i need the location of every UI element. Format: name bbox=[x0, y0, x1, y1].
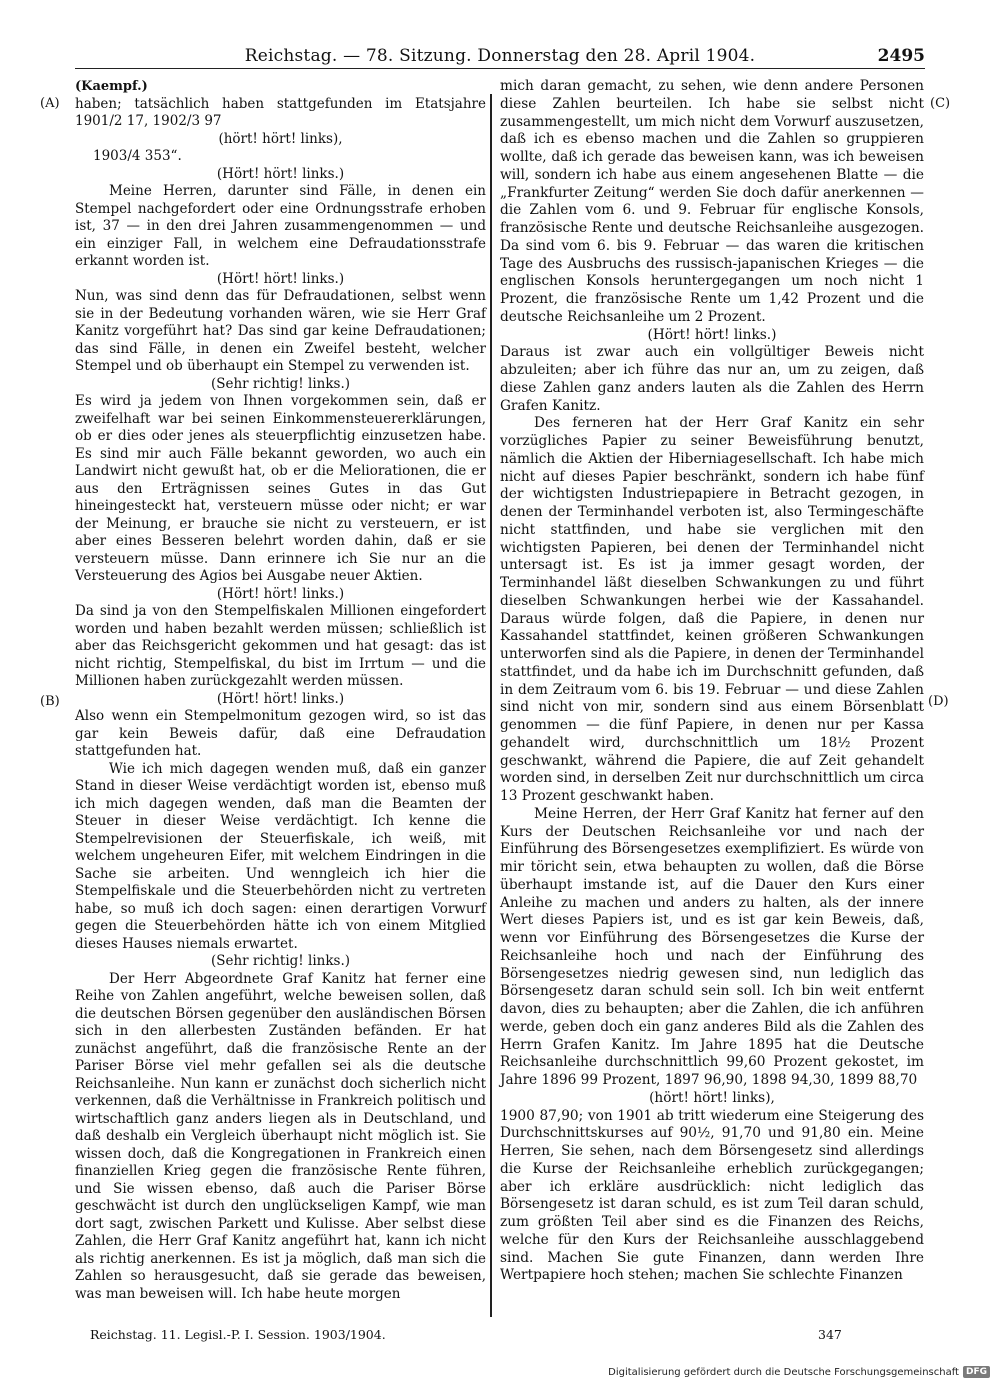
paragraph: Also wenn ein Stempelmonitum gezogen wird, so ist das gar kein Beweis dafür, daß eine Defraudation stattgefunden hat. bbox=[75, 708, 486, 759]
paragraph: mich daran gemacht, zu sehen, wie denn andere Personen diese Zahlen beurteilen. Ich habe sie selbst nicht zusammengestellt, um mich nicht dem Vorwurf auszusetzen, daß ich es ebenso machen und die Zahlen so gruppieren wollte, daß ich gerade das beweisen kann, was ich beweisen will, sondern ich habe aus einem angesehenen Blatte — die „Frankfurter Zeitung“ werden Sie doch dafür anerkennen — die Zahlen vom 6. und 9. Februar für englische Konsols, französische Rente und deutsche Reichsanleihe ausgezogen. Da sind vom 6. bis 9. Februar — das waren die kritischen Tage des Ausbruchs des russisch-japanischen Krieges — die englischen Konsols heruntergegangen um noch nicht 1 Prozent, die französische Rente um 1,42 Prozent und die deutsche Reichsanleihe um 2 Prozent. bbox=[500, 78, 924, 325]
paragraph: 1903/4 353“. bbox=[93, 148, 182, 164]
speaker-name: (Kaempf.) bbox=[75, 79, 148, 94]
paragraph: Wie ich mich dagegen wenden muß, daß ein ganzer Stand in dieser Weise verdächtigt worden ist, ebenso muß ich mich dagegen wenden, daß man die Beamten der Steuer in dieser Weise verdächtigt. Ich kenne die Stempelrevisionen der Steuerfiskale, ich weiß, mit welchem ungeheuren Eifer, mit welchem Eindringen in die Sache sie arbeiten. Und wenngleich ich hier die Stempelfiskale und die Steuerbehörden nicht zu vertreten habe, so muß ich doch sagen: einen derartigen Vorwurf gegen die Steuerbehörden hätte ich von einem Mitglied dieses Hauses niemals erwartet. bbox=[75, 760, 486, 952]
column-divider bbox=[490, 94, 492, 1317]
paragraph: Da sind ja von den Stempelfiskalen Millionen eingefordert worden und haben bezahlt werden müssen; schließlich ist aber das Reichsgericht gekommen und hat gesagt: das ist nicht richtig, Stempelfiskal, du bist im Irrtum — und die Millionen haben zurückgezahlt werden müssen. bbox=[75, 603, 486, 689]
right-column bbox=[500, 78, 924, 1285]
left-column bbox=[75, 78, 486, 1303]
footer-sheet-number: 347 bbox=[818, 1327, 842, 1342]
paragraph: Daraus ist zwar auch ein vollgültiger Beweis nicht abzuleiten; aber ich führe das nur an, um zu zeigen, daß diese Zahlen ganz anders lauten als die Zahlen des Herrn Grafen Kanitz. bbox=[500, 344, 924, 414]
paragraph: haben; tatsächlich haben stattgefunden im Etatsjahre 1901/2 17, 1902/3 97 bbox=[75, 95, 486, 129]
credit-text: Digitalisierung gefördert durch die Deutsche Forschungsgemeinschaft bbox=[608, 1366, 959, 1378]
margin-marker-b: (B) bbox=[40, 694, 60, 709]
interjection: (Hört! hört! links.) bbox=[216, 270, 345, 287]
interjection: (Hört! hört! links.) bbox=[216, 690, 345, 707]
header-rule bbox=[75, 68, 925, 69]
digitization-credit bbox=[608, 1366, 990, 1378]
margin-marker-a: (A) bbox=[40, 96, 60, 111]
dfg-logo: DFG bbox=[963, 1366, 990, 1378]
paragraph: Meine Herren, der Herr Graf Kanitz hat ferner auf den Kurs der Deutschen Reichsanleihe vor und nach der Einführung des Börsengesetzes exemplifiziert. Es würde von mir töricht sein, etwa behaupten zu wollen, daß die Börse überhaupt imstande ist, auf die Dauer den Kurs einer Anleihe zu machen und anders zu halten, als der innere Wert dieses Papiers ist, und es ist gar kein Beweis, daß, wenn vor Einführung des Börsengesetzes die Kurse der Reichsanleihe hoch und nach der Einführung des Börsengesetzes niedrig gewesen sind, nun lediglich das Börsengesetz daran schuld sein soll. Ich bin weit entfernt davon, dies zu behaupten; aber die Zahlen, die ich anführen werde, geben doch ein ganz anderes Bild als die Zahlen des Herrn Grafen Kanitz. Im Jahre 1895 hat die Deutsche Reichsanleihe durchschnittlich 99,60 Prozent gekostet, im Jahre 1896 99 Prozent, 1897 96,90, 1898 94,30, 1899 88,70 bbox=[500, 805, 924, 1088]
interjection: (Sehr richtig! links.) bbox=[210, 375, 351, 392]
interjection: (hört! hört! links), bbox=[649, 1089, 775, 1106]
paragraph: Des ferneren hat der Herr Graf Kanitz ein sehr vorzügliches Papier zu seiner Beweisführung benutzt, nämlich die Aktien der Hiberniagesellschaft. Ich habe mich nicht auf dieses Papier beschränkt, sondern ich habe fünf der wichtigsten Industriepapiere in Betracht gezogen, in denen der Terminhandel verboten ist, also Termingeschäfte nicht stattfinden, und habe sie verglichen mit den wichtigsten Papieren, bei denen der Terminhandel nicht untersagt ist. Es ist ja immer gesagt worden, der Terminhandel läßt dieselben Schwankungen zu und führt dieselben Schwankungen herbei wie der Kassahandel. Daraus würde folgen, daß die Papiere, in denen nur Kassahandel stattfindet, keinen größeren Schwankungen unterworfen sind als die Papiere, in denen der Terminhandel stattfindet, und da habe ich im Durchschnitt gefunden, daß in dem Zeitraum vom 6. bis 19. Februar — und diese Zahlen sind nicht von mir, sondern sind aus einem Börsenblatt genommen — die fünf Papiere, in denen nur per Kassa gehandelt wird, durchschnittlich um 18½ Prozent geschwankt, während die Papiere, die auf Zeit gehandelt worden sind, in derselben Zeit nur durchschnittlich um circa 13 Prozent geschwankt haben. bbox=[500, 415, 924, 804]
paragraph: Der Herr Abgeordnete Graf Kanitz hat ferner eine Reihe von Zahlen angeführt, welche beweisen sollen, daß die deutschen Börsen gegenüber den ausländischen Börsen sich in den allerbesten Zuständen befänden. Er hat zunächst angeführt, daß die französische Rente an der Pariser Börse viel mehr gefallen sei als die deutsche Reichsanleihe. Nun kann er zunächst doch sicherlich nicht verkennen, daß die Verhältnisse in Frankreich politisch und wirtschaftlich ganz anders liegen als in Deutschland, und daß deshalb ein Vergleich überhaupt nicht möglich ist. Sie wissen doch, daß die Kongregationen in Frankreich einen finanziellen Krieg gegen die französische Rente führen, und Sie wissen ebenso, daß auch die Pariser Börse geschwächt ist durch den unglückseligen Kampf, wie man dort sagt, zwischen Parkett und Kulisse. Aber selbst diese Zahlen, die Herr Graf Kanitz angeführt hat, kann ich nicht als richtig anerkennen. Es ist ja möglich, daß man sich die Zahlen so herausgesucht, daß sie gerade das beweisen, was man beweisen will. Ich habe heute morgen bbox=[75, 970, 486, 1302]
interjection: (Sehr richtig! links.) bbox=[210, 953, 351, 969]
page-number: 2495 bbox=[877, 46, 925, 66]
interjection: (Hört! hört! links.) bbox=[216, 585, 345, 602]
paragraph: Es wird ja jedem von Ihnen vorgekommen sein, daß er zweifelhaft war bei seinen Einkommensteuererklärungen, ob er dies oder jenes als steuerpflichtig einzusetzen habe. Es sind mir auch Fälle bekannt geworden, wo auch ein Landwirt nicht gewußt hat, ob er die Meliorationen, die er aus den Erträgnissen seines Gutes in das Gut hineingesteckt hat, versteuern müsse oder nicht; er war der Meinung, er brauche sie nicht zu versteuern, er ist aber eines Besseren belehrt worden dahin, daß er sie versteuern müsse. Dann erinnere ich Sie nur an die Versteuerung des Agios bei Ausgabe neuer Aktien. bbox=[75, 393, 486, 584]
interjection: (hört! hört! links), bbox=[218, 130, 343, 147]
margin-marker-d: (D) bbox=[928, 694, 949, 709]
running-title: Reichstag. — 78. Sitzung. Donnerstag den 28. April 1904. bbox=[244, 46, 756, 66]
paragraph: 1900 87,90; von 1901 ab tritt wiederum eine Steigerung des Durchschnittskurses auf 90½, 91,70 und 91,80 ein. Meine Herren, Sie sehen, nach dem Börsengesetz sind allerdings die Kurse der Reichsanleihe erheblich zurückgegangen; aber ich erkläre ausdrücklich: nicht lediglich das Börsengesetz ist daran schuld, es ist zum Teil daran schuld, zum größten Teil aber sind es die Finanzen des Reichs, welche für den Kurs der Reichsanleihe ausschlaggebend sind. Machen Sie gute Finanzen, dann werden Ihre Wertpapiere hoch stehen; machen Sie schlechte Finanzen bbox=[500, 1107, 924, 1284]
paragraph: Nun, was sind denn das für Defraudationen, selbst wenn sie in der Bedeutung vorhanden wären, wie sie Herr Graf Kanitz vorgeführt hat? Das sind gar keine Defraudationen; das sind Fälle, in denen ein Zweifel besteht, welcher Stempel und ob überhaupt ein Stempel zu verwenden ist. bbox=[75, 288, 486, 374]
page-header bbox=[75, 46, 925, 72]
margin-marker-c: (C) bbox=[930, 96, 951, 111]
footer-session: Reichstag. 11. Legisl.-P. I. Session. 1903/1904. bbox=[90, 1327, 386, 1342]
interjection: (Hört! hört! links.) bbox=[216, 165, 345, 182]
interjection: (Hört! hört! links.) bbox=[647, 326, 777, 343]
paragraph: Meine Herren, darunter sind Fälle, in denen ein Stempel nachgefordert oder eine Ordnungsstrafe erhoben ist, 37 — in den drei Jahren zusammengenommen — und ein einziger Fall, in welchem eine Defraudationsstrafe erkannt worden ist. bbox=[75, 183, 486, 269]
